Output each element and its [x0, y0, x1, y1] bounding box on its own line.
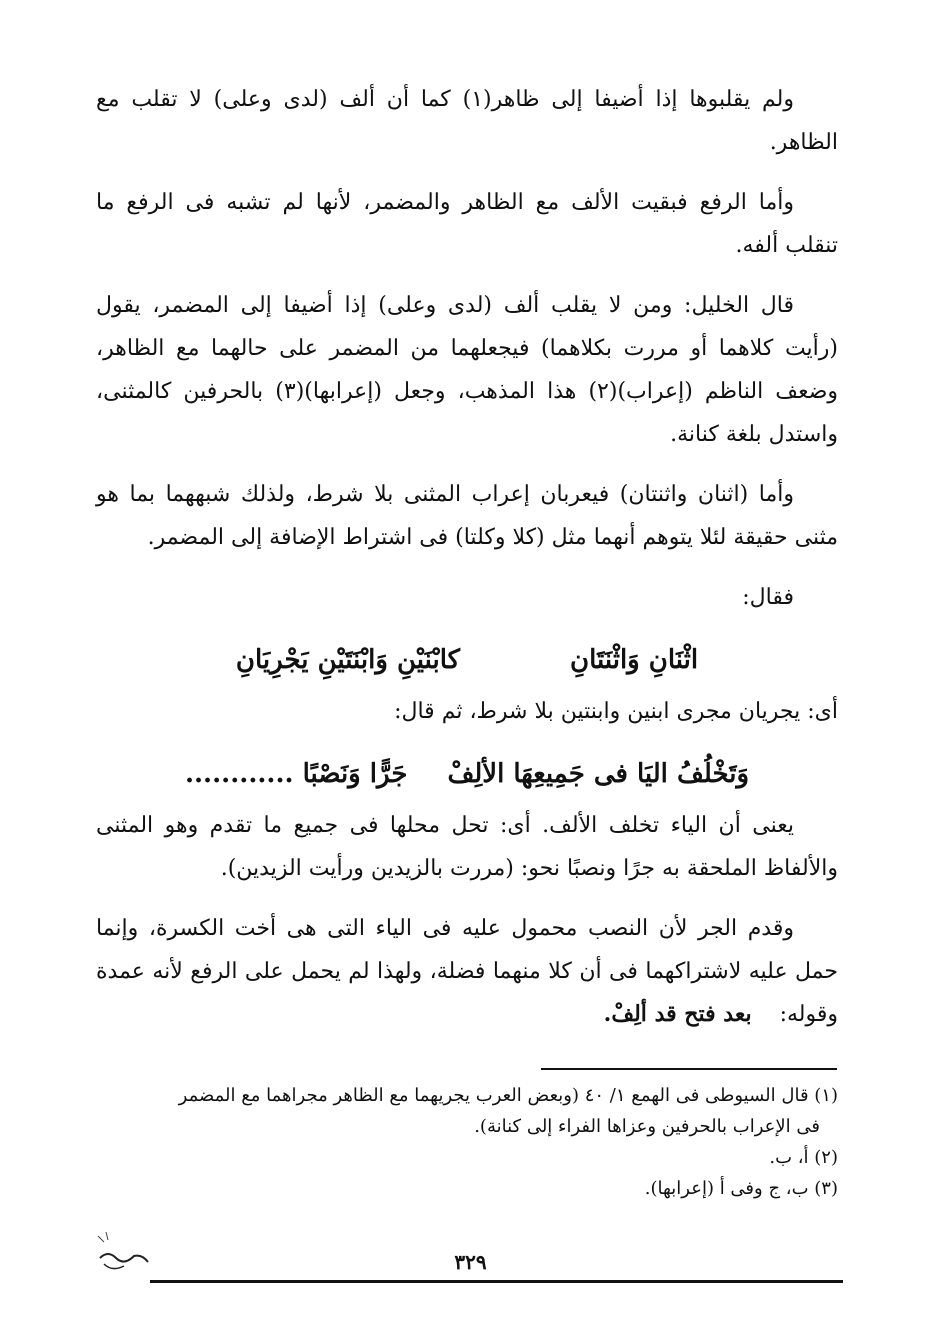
footnotes [96, 1080, 838, 1204]
explanation-1: أى: يجريان مجرى ابنين وابنتين بلا شرط، ثم قال: [394, 699, 838, 724]
paragraph-7-text: وقدم الجر لأن النصب محمول عليه فى الياء التى هى أخت الكسرة، وإنما حمل عليه لاشتراكهما فى أن كلا منهما فضلة، ولهذا لم يحمل على الرفع لأنه عمدة وقوله: [96, 916, 838, 1027]
footnote-divider [541, 1068, 837, 1070]
footnote-2: (٢) أ، ب. [769, 1147, 838, 1168]
paragraph-5: فقال: [742, 585, 794, 610]
paragraph-1: ولم يقلبوها إذا أضيفا إلى ظاهر(١) كما أن ألف (لدى وعلى) لا تقلب مع الظاهر. [96, 87, 838, 155]
bottom-rule [150, 1280, 843, 1283]
footnote-3: (٣) ب، ج وفى أ (إعرابها). [644, 1178, 838, 1199]
footnote-1-line-1: (١) قال السيوطى فى الهمع ١/ ٤٠ (وبعض العرب يجريهما مع الظاهر مجراهما مع المضمر [178, 1085, 838, 1106]
main-text [96, 78, 838, 1053]
paragraph-6: يعنى أن الياء تخلف الألف. أى: تحل محلها فى جميع ما تقدم وهو المثنى والألفاظ الملحقة به جرًا ونصبًا نحو: (مررت بالزيدين ورأيت الزيدين). [96, 813, 838, 881]
verse-1-left-hemistich: كابْنَيْنِ وَابْنَتَيْنِ يَجْرِيَانِ [235, 645, 460, 675]
verse-2-left-hemistich: جَرًّا وَنَصْبًا ............ [184, 759, 408, 789]
paragraph-4: وأما (اثنان واثنتان) فيعربان إعراب المثنى بلا شرط، ولذلك شبههما بما هو مثنى حقيقة لئلا يتوهم أنهما مثل (كلا وكلتا) فى اشتراط الإضافة إلى المضمر. [96, 482, 838, 550]
page-number: ٣٢٩ [454, 1250, 487, 1274]
verse-1-right-hemistich: اثْنَانِ وَاثْنَتَانِ [570, 645, 699, 675]
verse-2 [96, 750, 838, 798]
verse-2-right-hemistich: وَتَخْلُفُ اليَا فى جَمِيعِهَا الألِفْ [447, 759, 750, 789]
paragraph-2: وأما الرفع فبقيت الألف مع الظاهر والمضمر، لأنها لم تشبه فى الرفع ما تنقلب ألفه. [96, 190, 838, 258]
quoted-hemistich: بعد فتح قد ألِفْ. [603, 1001, 752, 1027]
paragraph-3: قال الخليل: ومن لا يقلب ألف (لدى وعلى) إذا أضيفا إلى المضمر، يقول (رأيت كلاهما أو مررت بكلاهما) فيجعلهما من المضمر على حالهما مع الظاهر، وضعف الناظم (إعراب)(٢) هذا المذهب، وجعل (إعرابها)(٣) بالحرفين كالمثنى، واستدل بلغة كنانة. [96, 293, 839, 447]
verse-1 [96, 636, 838, 684]
paragraph-7 [96, 907, 838, 1036]
footnote-1-line-2: فى الإعراب بالحرفين وعزاها الفراء إلى كنانة). [474, 1116, 820, 1137]
